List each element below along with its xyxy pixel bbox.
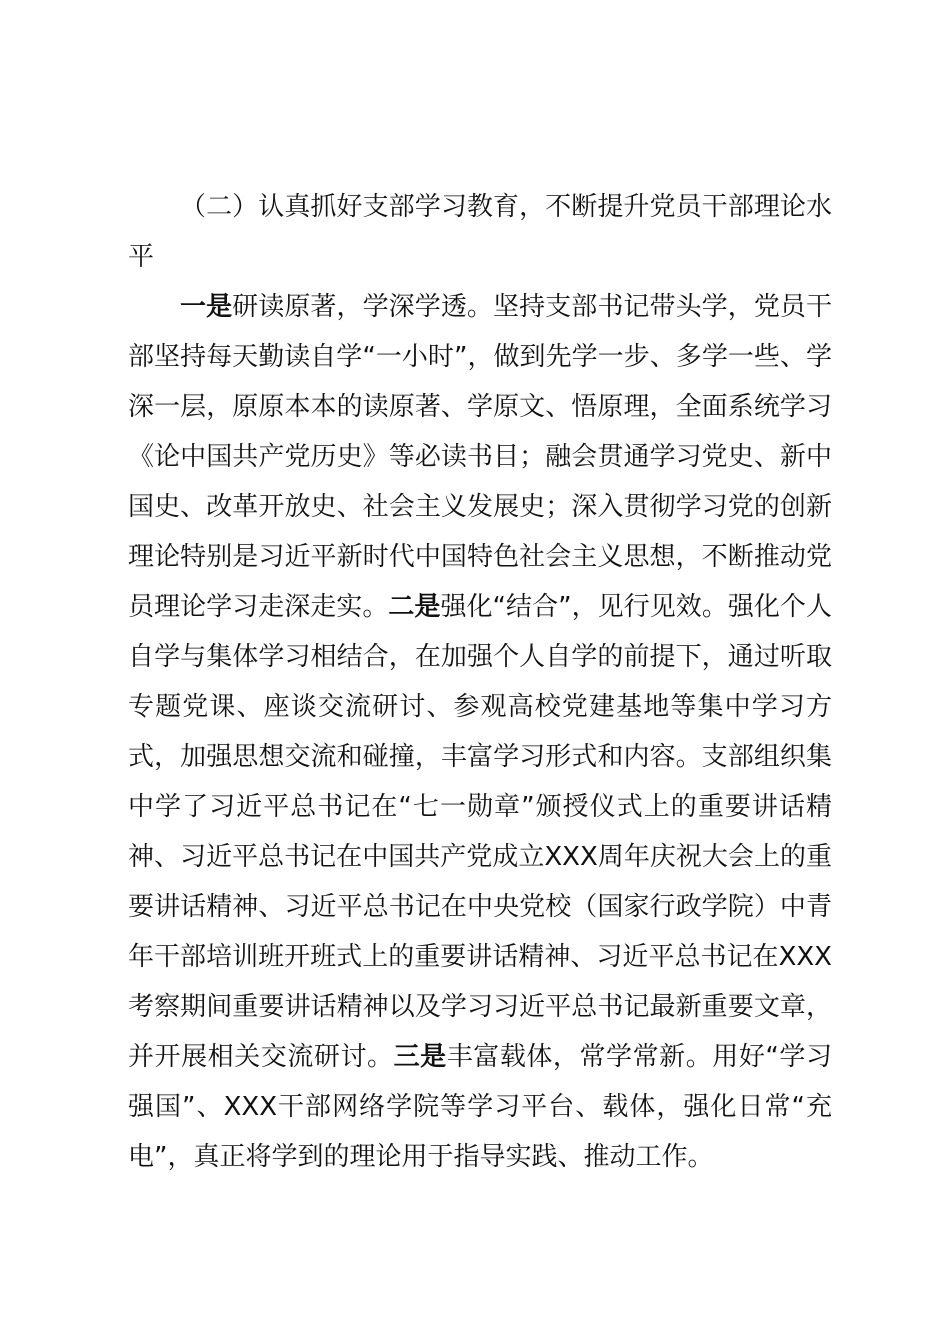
point-one-text: 研读原著，学深学透。坚持支部书记带头学，党员干部坚持每天勤读自学“一小时”，做到先学一步、多学一些、学深一层，原原本本的读原著、学原文、悟原理，全面系统学习《论中国共产党历史》等必读书目；融会贯通学习党史、新中国史、改革开放史、社会主义发展史；深入贯彻学习党的创新理论特别是习近平新时代中国特色社会主义思想，不断推动党员理论学习走深走实。 [128, 292, 832, 622]
section-heading: （二）认真抓好支部学习教育，不断提升党员干部理论水平 [128, 192, 832, 272]
point-one-lead: 一是 [180, 292, 233, 322]
body-paragraph [128, 282, 832, 1182]
point-two-lead: 二是 [388, 592, 441, 622]
point-three-text: 丰富载体，常学常新。用好“学习强国”、XXX干部网络学院等学习平台、载体，强化日常“充电”，真正将学到的理论用于指导实践、推动工作。 [128, 1042, 832, 1172]
point-three-lead: 三是 [393, 1042, 447, 1072]
point-two-text: 强化“结合”，见行见效。强化个人自学与集体学习相结合，在加强个人自学的前提下，通过听取专题党课、座谈交流研讨、参观高校党建基地等集中学习方式，加强思想交流和碰撞，丰富学习形式和内容。支部组织集中学了习近平总书记在“七一勋章”颁授仪式上的重要讲话精神、习近平总书记在中国共产党成立XXX周年庆祝大会上的重要讲话精神、习近平总书记在中央党校（国家行政学院）中青年干部培训班开班式上的重要讲话精神、习近平总书记在XXX考察期间重要讲话精神以及学习习近平总书记最新重要文章，并开展相关交流研讨。 [128, 592, 832, 1072]
document-body [128, 182, 832, 1182]
